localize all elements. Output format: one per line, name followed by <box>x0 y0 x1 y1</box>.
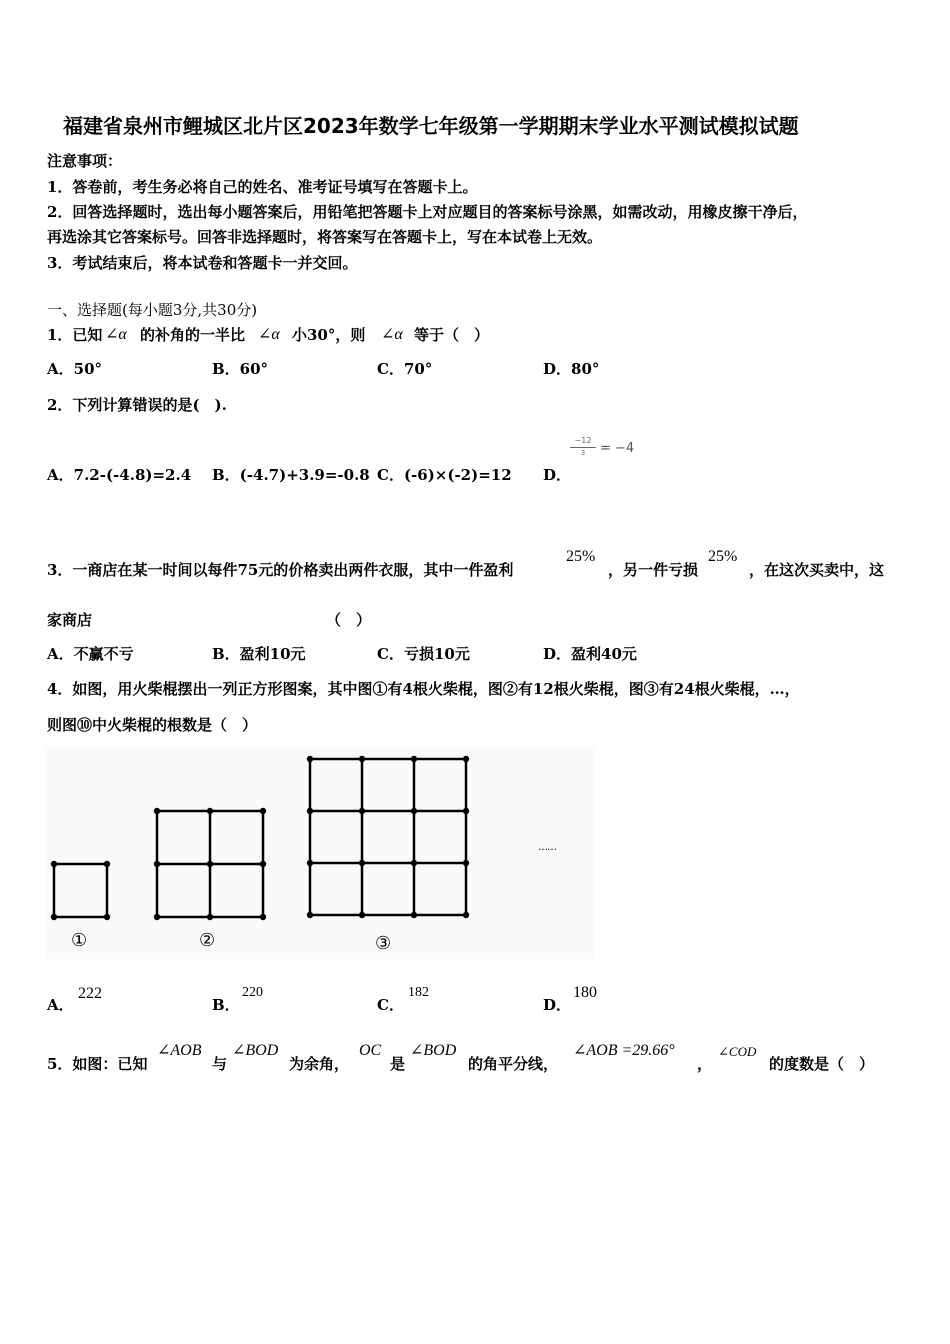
figure-label-1: ① <box>71 930 88 951</box>
q1-text-4: 等于（ ） <box>414 326 490 344</box>
q2-option-d: D． <box>543 466 572 484</box>
q4-option-d: D． <box>543 996 572 1014</box>
q3-option-c: C．亏损10元 <box>377 645 470 663</box>
matchstick-joint-dot <box>411 808 417 814</box>
q5-text-2: 与 <box>212 1055 228 1073</box>
q1-angle-alpha: ∠α <box>381 326 403 343</box>
q1-text-3: 小30°，则 <box>292 326 366 344</box>
q5-text-7: 的度数是（ ） <box>769 1055 875 1073</box>
q5-text-1: 5．如图：已知 <box>47 1055 148 1073</box>
matchstick-joint-dot <box>51 861 57 867</box>
q1-text-1: 1．已知 <box>47 326 103 344</box>
matchstick-joint-dot <box>411 756 417 762</box>
q3-option-b: B．盈利10元 <box>212 645 306 663</box>
q2-fraction-numerator: −12 <box>574 436 592 445</box>
q5-angle-aob-value: ∠AOB =29.66° <box>573 1042 675 1059</box>
q3-percent-loss: 25% <box>708 548 738 565</box>
section-heading: 一、选择题(每小题3分,共30分) <box>47 301 258 319</box>
notice-item: 再选涂其它答案标号。回答非选择题时，将答案写在答题卡上，写在本试卷上无效。 <box>47 228 603 246</box>
matchstick-joint-dot <box>463 860 469 866</box>
q3-text-2: ，另一件亏损 <box>608 561 699 579</box>
q5-ray-oc: OC <box>359 1042 382 1059</box>
q3-text-1: 3．一商店在某一时间以每件75元的价格卖出两件衣服，其中一件盈利 <box>47 561 514 579</box>
q5-angle-cod: ∠COD <box>718 1044 757 1059</box>
q1-angle-alpha: ∠α <box>105 326 127 343</box>
matchstick-joint-dot <box>307 912 313 918</box>
q5-text-6: ， <box>697 1055 713 1073</box>
matchstick-joint-dot <box>463 808 469 814</box>
q1-option-b: B．60° <box>212 360 269 378</box>
notice-heading: 注意事项： <box>47 152 123 170</box>
matchstick-joint-dot <box>51 914 57 920</box>
q5-angle-aob: ∠AOB <box>157 1042 202 1059</box>
matchstick-joint-dot <box>359 808 365 814</box>
notice-item: 1．答卷前，考生务必将自己的姓名、准考证号填写在答题卡上。 <box>47 178 478 196</box>
matchstick-joint-dot <box>307 756 313 762</box>
q4-option-b-value: 220 <box>242 985 263 1000</box>
matchstick-joint-dot <box>207 861 213 867</box>
matchstick-joint-dot <box>411 912 417 918</box>
q3-answer-paren: （ ） <box>326 611 372 629</box>
q4-option-a: A． <box>47 996 74 1014</box>
notice-item: 2．回答选择题时，选出每小题答案后，用铅笔把答题卡上对应题目的答案标号涂黑，如需改动，用橡皮擦干净后， <box>47 203 808 221</box>
q3-line2: 家商店 <box>47 611 93 629</box>
matchstick-joint-dot <box>359 756 365 762</box>
q5-text-5: 的角平分线， <box>468 1055 559 1073</box>
matchstick-joint-dot <box>260 914 266 920</box>
q1-option-d: D．80° <box>543 360 600 378</box>
matchstick-joint-dot <box>154 914 160 920</box>
matchstick-joint-dot <box>307 808 313 814</box>
q2-option-b: B．(-4.7)+3.9=-0.8 <box>212 466 370 484</box>
matchstick-joint-dot <box>104 914 110 920</box>
matchstick-joint-dot <box>260 861 266 867</box>
q1-angle-alpha: ∠α <box>258 326 280 343</box>
q5-angle-bod: ∠BOD <box>410 1042 457 1059</box>
q4-continuation-dots: …… <box>538 842 556 853</box>
q2-fraction-denominator: 3 <box>580 449 586 457</box>
matchstick-joint-dot <box>359 912 365 918</box>
q1-text-2: 的补角的一半比 <box>140 326 246 344</box>
q4-line2: 则图⑩中火柴棍的根数是（ ） <box>47 716 258 734</box>
page-title: 福建省泉州市鲤城区北片区2023年数学七年级第一学期期末学业水平测试模拟试题 <box>63 114 799 138</box>
q4-option-c: C． <box>377 996 404 1014</box>
matchstick-joint-dot <box>207 914 213 920</box>
q3-option-d: D．盈利40元 <box>543 645 637 663</box>
q2-stem: 2．下列计算错误的是( ). <box>47 396 227 414</box>
figure-label-2: ② <box>199 930 216 951</box>
q3-option-a: A．不赢不亏 <box>47 645 134 663</box>
q3-percent-profit: 25% <box>566 548 596 565</box>
q5-text-3: 为余角， <box>289 1055 350 1073</box>
q4-line1: 4．如图，用火柴棍摆出一列正方形图案，其中图①有4根火柴棍，图②有12根火柴棍，图③有24根火柴棍，…， <box>47 680 800 698</box>
q2-option-a: A．7.2-(-4.8)=2.4 <box>47 466 192 484</box>
matchstick-joint-dot <box>463 756 469 762</box>
q5-text-4: 是 <box>390 1055 406 1073</box>
matchstick-joint-dot <box>260 808 266 814</box>
q5-angle-bod: ∠BOD <box>232 1042 279 1059</box>
matchstick-joint-dot <box>411 860 417 866</box>
figure-label-3: ③ <box>375 933 392 954</box>
q4-option-d-value: 180 <box>573 984 597 1001</box>
matchstick-joint-dot <box>463 912 469 918</box>
matchstick-joint-dot <box>154 861 160 867</box>
matchstick-joint-dot <box>104 861 110 867</box>
q3-text-3: ，在这次买卖中，这 <box>749 561 885 579</box>
q1-option-a: A．50° <box>47 360 103 378</box>
q4-option-b: B． <box>212 996 240 1014</box>
q2-option-c: C．(-6)×(-2)=12 <box>377 466 512 484</box>
q2-fraction-rhs: = −4 <box>600 441 635 456</box>
matchstick-joint-dot <box>359 860 365 866</box>
notice-item: 3．考试结束后，将本试卷和答题卡一并交回。 <box>47 254 358 272</box>
q4-option-c-value: 182 <box>408 985 429 1000</box>
matchstick-joint-dot <box>307 860 313 866</box>
matchstick-joint-dot <box>154 808 160 814</box>
q1-option-c: C．70° <box>377 360 433 378</box>
matchstick-joint-dot <box>207 808 213 814</box>
q4-option-a-value: 222 <box>78 985 102 1002</box>
